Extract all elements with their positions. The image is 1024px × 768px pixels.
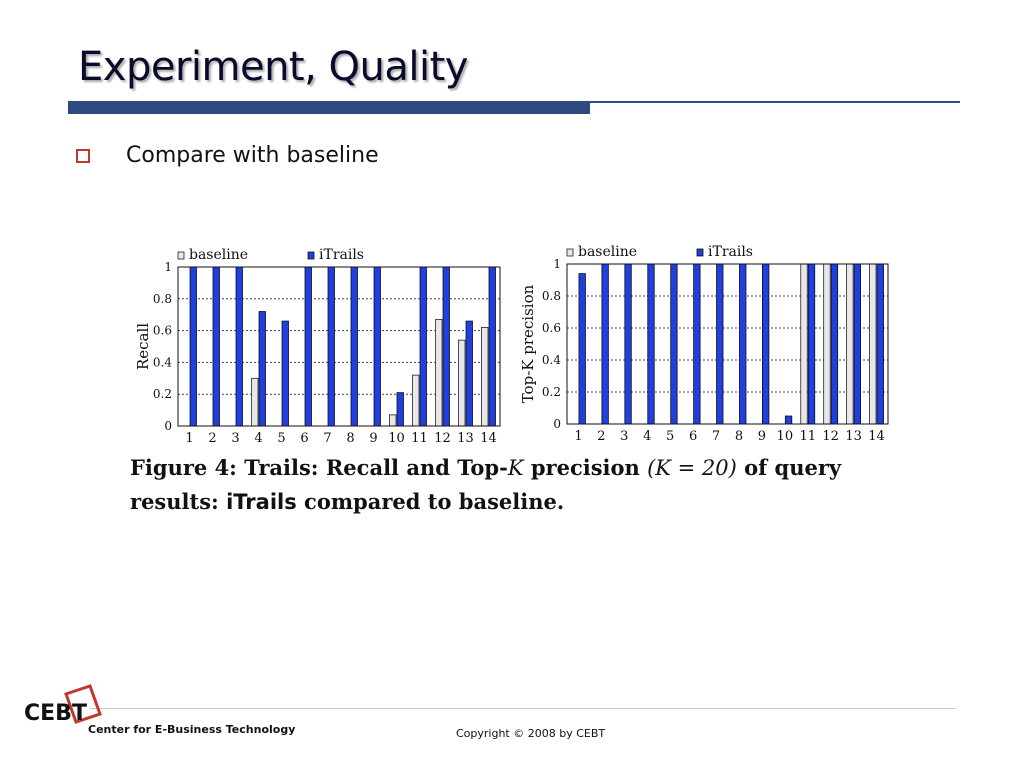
y-tick-label: 0 (164, 419, 172, 433)
x-tick-label: 5 (277, 431, 286, 446)
bar-itrails (579, 274, 586, 424)
x-tick-label: 6 (300, 431, 309, 446)
x-tick-label: 13 (845, 429, 862, 444)
x-tick-label: 4 (254, 431, 263, 446)
footer-copyright: Copyright © 2008 by CEBT (456, 727, 606, 740)
bar-itrails (213, 267, 220, 426)
bar-itrails (190, 267, 197, 426)
bar-itrails (671, 264, 678, 424)
bar-baseline (801, 264, 808, 424)
y-tick-label: 1 (553, 257, 561, 271)
y-tick-label: 0.2 (541, 385, 561, 399)
bar-itrails (785, 416, 792, 424)
x-tick-label: 7 (711, 429, 721, 444)
y-axis-label: Recall (134, 322, 152, 371)
bar-itrails (877, 264, 884, 424)
x-tick-label: 10 (388, 431, 405, 446)
x-tick-label: 5 (666, 429, 675, 444)
x-tick-label: 8 (346, 431, 355, 446)
caption-equation: (K = 20) (647, 456, 737, 480)
x-tick-label: 4 (643, 429, 652, 444)
bar-itrails (854, 264, 861, 424)
bar-itrails (351, 267, 358, 426)
x-tick-label: 14 (480, 431, 497, 446)
bar-itrails (694, 264, 701, 424)
y-tick-label: 0.4 (541, 353, 561, 367)
bar-itrails (420, 267, 427, 426)
bullet-text: Compare with baseline (126, 143, 379, 168)
bar-itrails (236, 267, 243, 426)
caption-text: results: (130, 489, 227, 514)
legend-swatch-baseline (567, 249, 573, 256)
logo-text: CEBT (24, 701, 87, 726)
legend-swatch-baseline (178, 252, 184, 259)
x-tick-label: 7 (323, 431, 332, 446)
bar-itrails (259, 312, 266, 426)
footer-org: Center for E-Business Technology (88, 723, 296, 736)
x-tick-label: 8 (734, 429, 744, 444)
figure-caption (130, 451, 930, 519)
legend-label-baseline: baseline (189, 247, 249, 263)
bar-itrails (808, 264, 815, 424)
caption-text: Figure 4: Trails: Recall and Top- (130, 455, 508, 480)
bar-itrails (717, 264, 724, 424)
bar-itrails (397, 393, 404, 426)
bar-baseline (436, 319, 443, 426)
caption-line-2 (130, 485, 930, 519)
x-tick-label: 1 (574, 429, 583, 444)
x-tick-label: 3 (620, 429, 629, 444)
legend-label-baseline: baseline (578, 244, 638, 260)
x-tick-label: 14 (868, 429, 885, 444)
bar-baseline (824, 264, 831, 424)
precision-chart (519, 244, 888, 444)
recall-chart (134, 247, 500, 446)
bar-baseline (482, 327, 489, 426)
x-tick-label: 9 (757, 429, 767, 444)
y-tick-label: 0.8 (152, 291, 172, 306)
footer-divider (90, 708, 956, 709)
caption-text: compared to baseline. (296, 489, 565, 514)
bar-itrails (374, 267, 381, 426)
bar-baseline (847, 264, 854, 424)
caption-k: K (507, 456, 524, 480)
x-tick-label: 9 (369, 431, 378, 446)
legend-swatch-itrails (697, 249, 703, 256)
x-tick-label: 11 (799, 429, 817, 444)
bar-itrails (328, 267, 335, 426)
plot-frame (178, 267, 500, 426)
bar-baseline (413, 375, 420, 426)
x-tick-label: 2 (597, 429, 606, 444)
bar-itrails (831, 264, 838, 424)
y-axis-label: Top-K precision (519, 284, 537, 404)
x-tick-label: 12 (822, 429, 839, 444)
caption-text: of query (736, 455, 842, 480)
caption-text: precision (523, 455, 648, 480)
bar-itrails (305, 267, 312, 426)
caption-itrails: iTrails (226, 490, 297, 514)
legend-label-itrails: iTrails (319, 247, 364, 263)
bar-itrails (739, 264, 746, 424)
bar-baseline (252, 378, 259, 426)
x-tick-label: 10 (776, 429, 794, 444)
bar-itrails (443, 267, 450, 426)
bar-baseline (870, 264, 877, 424)
caption-line-1 (130, 451, 930, 485)
x-tick-label: 13 (457, 431, 474, 446)
bar-itrails (466, 321, 473, 426)
bar-itrails (489, 267, 496, 426)
y-tick-label: 1 (164, 260, 172, 274)
bar-baseline (459, 340, 466, 426)
y-tick-label: 0.4 (152, 355, 172, 370)
x-tick-label: 12 (434, 431, 451, 446)
x-tick-label: 2 (208, 431, 217, 446)
y-tick-label: 0.6 (541, 321, 561, 335)
bar-itrails (602, 264, 609, 424)
x-tick-label: 3 (231, 431, 240, 446)
plot-frame (567, 264, 888, 424)
y-tick-label: 0 (553, 417, 561, 431)
bar-itrails (762, 264, 769, 424)
bar-itrails (282, 321, 289, 426)
y-tick-label: 0.8 (541, 289, 561, 303)
bar-itrails (625, 264, 632, 424)
y-tick-label: 0.2 (152, 387, 172, 402)
legend-label-itrails: iTrails (708, 244, 753, 260)
y-tick-label: 0.6 (152, 323, 172, 338)
legend-swatch-itrails (308, 252, 314, 259)
x-tick-label: 11 (411, 431, 428, 446)
bar-baseline (390, 415, 397, 426)
x-tick-label: 6 (688, 429, 698, 444)
bar-itrails (648, 264, 655, 424)
slide-title: Experiment, Quality (78, 44, 468, 90)
x-tick-label: 1 (185, 431, 194, 446)
